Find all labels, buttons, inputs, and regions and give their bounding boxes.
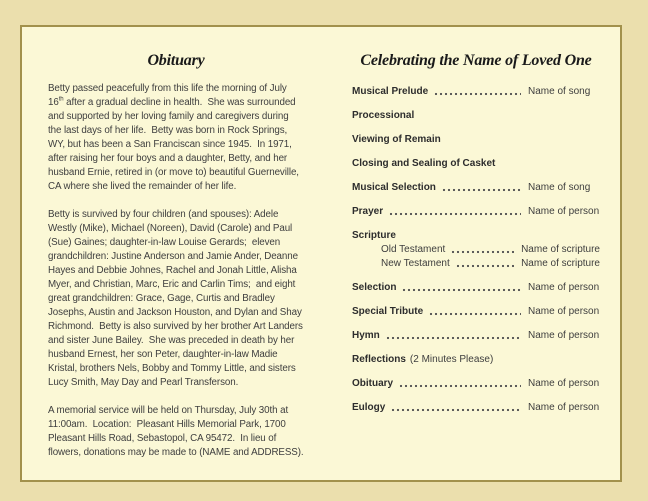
dotted-leader [399, 384, 521, 388]
dotted-leader [386, 336, 521, 340]
program-item-label: Selection [352, 282, 397, 293]
program-item-label: Reflections [352, 354, 406, 365]
program-item [352, 133, 600, 146]
service-title: Celebrating the Name of Loved One [360, 52, 592, 69]
program-item-group [352, 229, 600, 270]
superscript: th [58, 96, 64, 103]
program-subitem [352, 243, 600, 256]
program-item [352, 181, 600, 194]
program-item-value: Name of person [528, 330, 600, 341]
dotted-leader [451, 250, 514, 254]
program-item-value: Name of person [528, 306, 600, 317]
program-item-value: Name of song [528, 182, 591, 193]
obituary-paragraph: Betty is survived by four children (and spouses): Adele Westly (Mike), Michael (Noreen), David (Carole) and Paul (Sue) Gaines; daughter-in-law Louise Gerards; eleven grandchildren: Justine Anderson and Jamie Ander, Deanne Hayes and Debbie Johnes, Rachel and Jonah Little, Alisha Myer, and Christian, Marc, Eric and Carlin Tims; and eight great grandchildren: Grace, Gage, Curtis and Bradley Josephs, Austin and Jackson Houston, and Dylan and Shay Richmond. Betty is also survived by her brother Art Landers and sister June Bailey. She was preceded in death by her husband Ernest, her son Peter, daughter-in-law Madie Kristal, brothers Nels, Bobby and Tommy Little, and sisters Lucy Smith, May Day and Pearl Transferson. [48, 209, 306, 388]
program-item-value: Name of song [528, 86, 591, 97]
program-item-label: Special Tribute [352, 306, 424, 317]
program-item-value: Name of scripture [521, 258, 600, 269]
obituary-title: Obituary [147, 52, 205, 69]
dotted-leader [391, 408, 521, 412]
program-item-label: Musical Selection [352, 182, 436, 193]
program-item [352, 281, 600, 294]
program-item-label: Closing and Sealing of Casket [352, 158, 496, 169]
program-item-value: Name of person [528, 402, 600, 413]
program-item [352, 157, 600, 170]
program-item-label: Hymn [352, 330, 380, 341]
dotted-leader [456, 264, 514, 268]
program-item [352, 401, 600, 414]
program-item-label: Processional [352, 110, 415, 121]
program-item-value: Name of person [528, 206, 600, 217]
dotted-leader [429, 312, 521, 316]
obituary-paragraph: A memorial service will be held on Thursday, July 30th at 11:00am. Location: Pleasant Hills Memorial Park, 1700 Pleasant Hills Road, Sebastopol, CA 95472. In lieu of flowers, donations may be made to (NAME and ADDRESS). [48, 405, 304, 458]
program-item [352, 329, 600, 342]
program-item [352, 305, 600, 318]
obituary-text [48, 82, 304, 460]
program-item-label: Musical Prelude [352, 86, 429, 97]
dotted-leader [389, 212, 521, 216]
program-subitem [352, 257, 600, 270]
program-item-label: Viewing of Remain [352, 134, 441, 145]
program-item [352, 205, 600, 218]
program-item-note: (2 Minutes Please) [409, 354, 494, 365]
program-item-label: Scripture [352, 230, 396, 241]
program-item-label: New Testament [381, 258, 450, 269]
program-item-value: Name of scripture [521, 244, 600, 255]
program-item [352, 109, 600, 122]
dotted-leader [434, 92, 521, 96]
program-item [352, 377, 600, 390]
program-item-value: Name of person [528, 282, 600, 293]
program-item [352, 85, 600, 98]
service-items [352, 85, 600, 414]
dotted-leader [402, 288, 521, 292]
program-panel [20, 25, 622, 482]
program-item-value: Name of person [528, 378, 600, 389]
obituary-column [22, 27, 326, 480]
order-of-service-column [326, 27, 620, 480]
dotted-leader [442, 188, 521, 192]
program-item-label: Old Testament [381, 244, 446, 255]
program-item-label: Eulogy [352, 402, 386, 413]
obituary-paragraph: Betty passed peacefully from this life the morning of July 16th after a gradual decline in health. She was surrounded and supported by her loving family and caregivers during the last days of her life. Betty was born in Rock Springs, WY, but has been a San Franciscan since 1945. In 1971, after raising her four boys and a daughter, Betty, and her husband Ernie, retired in (or move to) beautiful Guerneville, CA where she lived the remainder of her life. [48, 83, 302, 192]
program-item-label: Prayer [352, 206, 384, 217]
program-item [352, 229, 600, 242]
program-item-label: Obituary [352, 378, 394, 389]
program-item [352, 353, 600, 366]
